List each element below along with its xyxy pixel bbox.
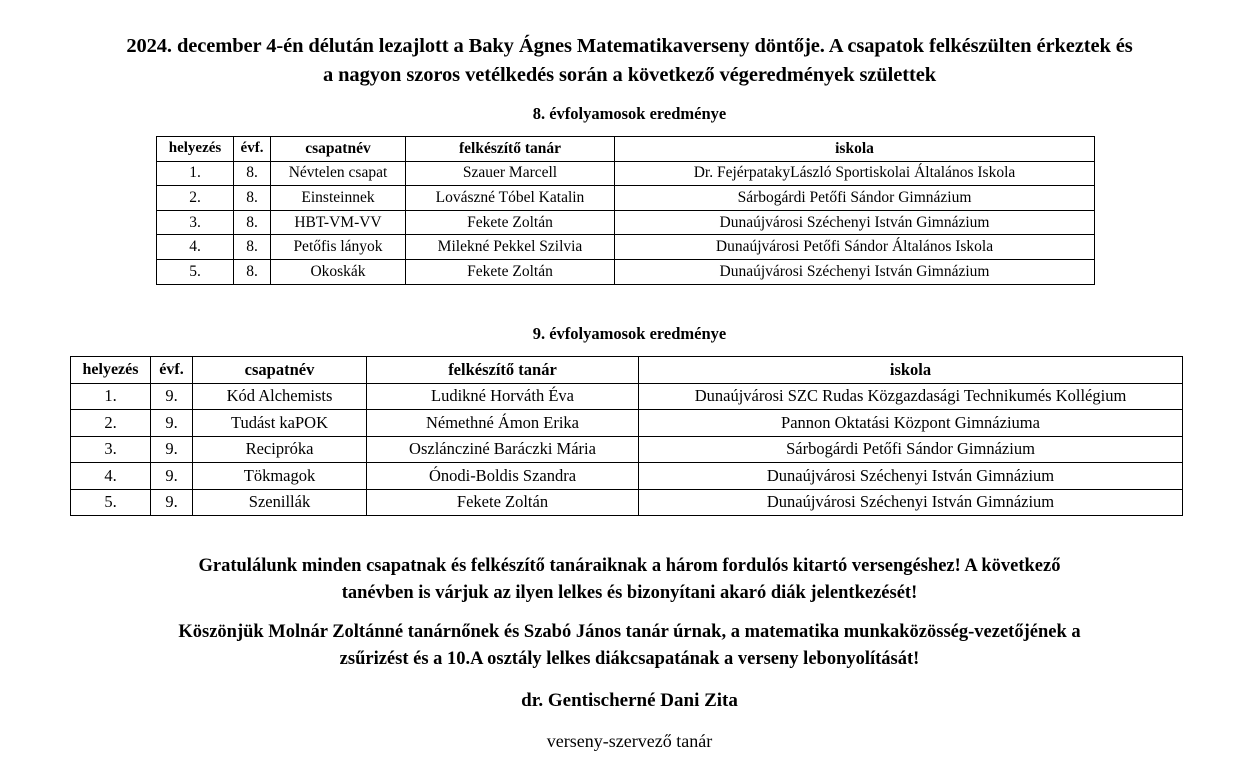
cell-grade: 8. <box>234 161 271 186</box>
closing-paragraph-thanks <box>62 619 1197 673</box>
cell-teacher: Milekné Pekkel Szilvia <box>406 235 615 260</box>
col-header-grade: évf. <box>234 137 271 162</box>
signature-role: verseny-szervező tanár <box>546 731 713 751</box>
cell-grade: 9. <box>151 489 193 516</box>
cell-grade: 9. <box>151 383 193 410</box>
cell-team: Okoskák <box>271 259 406 284</box>
closing-2-line-2: zsűrizést és a 10.A osztály lelkes diákcsapatának a verseny lebonyolítását! <box>339 649 920 669</box>
cell-teacher: Fekete Zoltán <box>406 259 615 284</box>
col-header-team: csapatnév <box>193 357 367 384</box>
cell-grade: 9. <box>151 463 193 490</box>
results-table-grade-8 <box>156 136 1095 285</box>
cell-team: Kód Alchemists <box>193 383 367 410</box>
cell-school: Dr. FejérpatakyLászló Sportiskolai Általános Iskola <box>615 161 1095 186</box>
cell-teacher: Némethné Ámon Erika <box>367 410 639 437</box>
table-row <box>157 210 1095 235</box>
closing-1-line-1: Gratulálunk minden csapatnak és felkészítő tanáraiknak a három fordulós kitartó versengéshez! A következő <box>198 556 1061 576</box>
closing-1-line-2: tanévben is várjuk az ilyen lelkes és bizonyítani akaró diák jelentkezését! <box>341 583 918 603</box>
cell-team: Petőfis lányok <box>271 235 406 260</box>
signature-name: dr. Gentischerné Dani Zita <box>521 690 738 711</box>
col-header-rank: helyezés <box>71 357 151 384</box>
cell-rank: 2. <box>157 186 234 211</box>
col-header-grade: évf. <box>151 357 193 384</box>
table-header-row <box>71 357 1183 384</box>
cell-team: Recipróka <box>193 436 367 463</box>
cell-grade: 8. <box>234 210 271 235</box>
intro-line-2: a nagyon szoros vetélkedés során a következő végeredmények születtek <box>322 64 937 86</box>
cell-grade: 9. <box>151 436 193 463</box>
cell-rank: 1. <box>157 161 234 186</box>
intro-line-1: 2024. december 4-én délután lezajlott a Baky Ágnes Matematikaverseny döntője. A csapatok felkészülten érkeztek és <box>126 35 1133 57</box>
cell-teacher: Lovászné Tóbel Katalin <box>406 186 615 211</box>
table-header-row <box>157 137 1095 162</box>
cell-rank: 5. <box>157 259 234 284</box>
col-header-school: iskola <box>639 357 1183 384</box>
cell-teacher: Ludikné Horváth Éva <box>367 383 639 410</box>
cell-rank: 5. <box>71 489 151 516</box>
cell-team: Tökmagok <box>193 463 367 490</box>
cell-grade: 9. <box>151 410 193 437</box>
table-row <box>157 259 1095 284</box>
cell-grade: 8. <box>234 235 271 260</box>
cell-school: Dunaújvárosi SZC Rudas Közgazdasági Technikumés Kollégium <box>639 383 1183 410</box>
cell-team: HBT-VM-VV <box>271 210 406 235</box>
section-title-grade-8: 8. évfolyamosok eredménye <box>532 104 727 123</box>
intro-heading <box>62 32 1197 90</box>
cell-school: Dunaújvárosi Széchenyi István Gimnázium <box>639 489 1183 516</box>
cell-team: Tudást kaPOK <box>193 410 367 437</box>
closing-2-line-1: Köszönjük Molnár Zoltánné tanárnőnek és Szabó János tanár úrnak, a matematika munkaközösség-vezetőjének a <box>178 622 1081 642</box>
cell-teacher: Ónodi-Boldis Szandra <box>367 463 639 490</box>
cell-teacher: Fekete Zoltán <box>406 210 615 235</box>
table-row <box>71 463 1183 490</box>
table-row <box>157 235 1095 260</box>
col-header-teacher: felkészítő tanár <box>406 137 615 162</box>
table-row <box>157 186 1095 211</box>
cell-school: Sárbogárdi Petőfi Sándor Gimnázium <box>615 186 1095 211</box>
col-header-rank: helyezés <box>157 137 234 162</box>
cell-rank: 4. <box>157 235 234 260</box>
table-row <box>157 161 1095 186</box>
cell-team: Névtelen csapat <box>271 161 406 186</box>
table-row <box>71 383 1183 410</box>
cell-team: Einsteinnek <box>271 186 406 211</box>
cell-school: Dunaújvárosi Petőfi Sándor Általános Iskola <box>615 235 1095 260</box>
cell-rank: 2. <box>71 410 151 437</box>
table-row <box>71 410 1183 437</box>
col-header-teacher: felkészítő tanár <box>367 357 639 384</box>
table-row <box>71 436 1183 463</box>
cell-teacher: Oszláncziné Baráczki Mária <box>367 436 639 463</box>
cell-school: Pannon Oktatási Központ Gimnáziuma <box>639 410 1183 437</box>
cell-teacher: Fekete Zoltán <box>367 489 639 516</box>
cell-teacher: Szauer Marcell <box>406 161 615 186</box>
table-row <box>71 489 1183 516</box>
cell-school: Dunaújvárosi Széchenyi István Gimnázium <box>615 259 1095 284</box>
cell-grade: 8. <box>234 259 271 284</box>
cell-school: Dunaújvárosi Széchenyi István Gimnázium <box>615 210 1095 235</box>
cell-rank: 4. <box>71 463 151 490</box>
cell-grade: 8. <box>234 186 271 211</box>
closing-paragraph-congratulations <box>62 553 1197 607</box>
cell-school: Sárbogárdi Petőfi Sándor Gimnázium <box>639 436 1183 463</box>
cell-team: Szenillák <box>193 489 367 516</box>
cell-school: Dunaújvárosi Széchenyi István Gimnázium <box>639 463 1183 490</box>
cell-rank: 1. <box>71 383 151 410</box>
col-header-school: iskola <box>615 137 1095 162</box>
results-table-grade-9 <box>70 356 1183 516</box>
cell-rank: 3. <box>157 210 234 235</box>
section-title-grade-9: 9. évfolyamosok eredménye <box>532 324 727 343</box>
cell-rank: 3. <box>71 436 151 463</box>
col-header-team: csapatnév <box>271 137 406 162</box>
